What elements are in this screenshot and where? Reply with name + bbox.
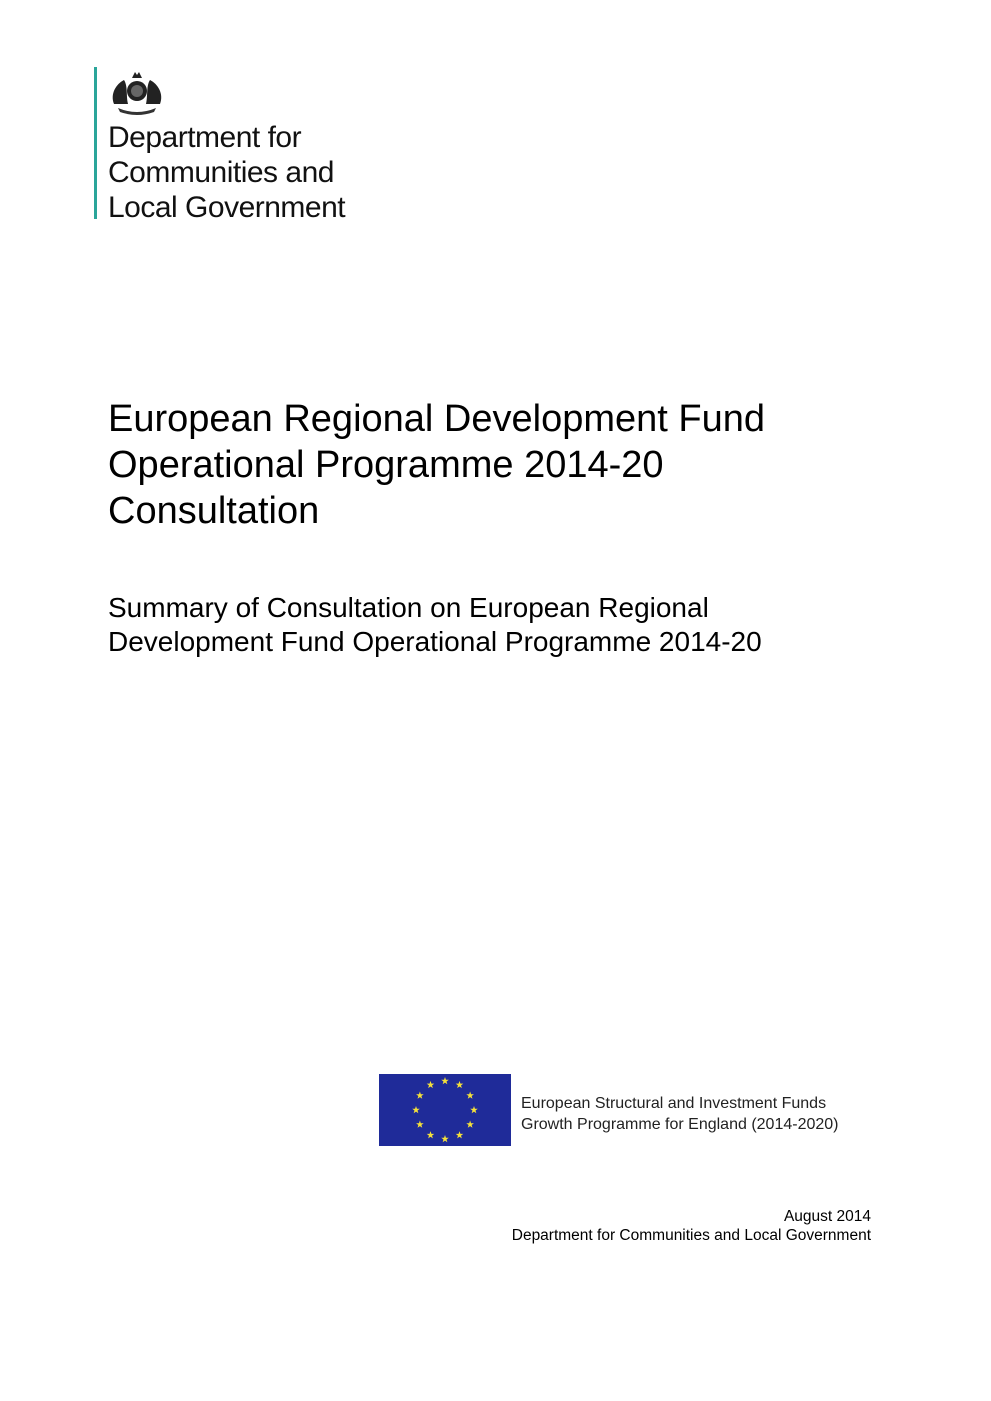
document-subtitle bbox=[108, 591, 762, 659]
logo-line: Local Government bbox=[108, 191, 346, 224]
footer bbox=[512, 1207, 871, 1245]
star-icon bbox=[456, 1131, 464, 1138]
star-icon bbox=[470, 1106, 478, 1113]
star-icon bbox=[416, 1121, 424, 1128]
department-name bbox=[108, 120, 345, 225]
star-icon bbox=[441, 1135, 449, 1142]
publisher: Department for Communities and Local Government bbox=[511, 1227, 871, 1244]
star-icon bbox=[427, 1131, 435, 1138]
subtitle-line: Development Fund Operational Programme 2014-20 bbox=[108, 626, 762, 657]
title-line: Consultation bbox=[108, 490, 320, 532]
document-title bbox=[108, 396, 765, 534]
star-icon bbox=[466, 1092, 474, 1099]
star-icon bbox=[466, 1121, 474, 1128]
title-line: European Regional Development Fund bbox=[108, 398, 765, 440]
eu-funds-label bbox=[521, 1093, 839, 1135]
star-icon bbox=[441, 1077, 449, 1084]
title-line: Operational Programme 2014-20 bbox=[108, 444, 664, 486]
eu-label-line: Growth Programme for England (2014-2020) bbox=[521, 1116, 839, 1133]
eu-flag-icon bbox=[379, 1074, 511, 1146]
subtitle-line: Summary of Consultation on European Regional bbox=[108, 592, 709, 623]
logo-line: Communities and bbox=[108, 156, 334, 189]
star-icon bbox=[427, 1081, 435, 1088]
star-icon bbox=[456, 1081, 464, 1088]
publication-date: August 2014 bbox=[783, 1208, 871, 1225]
logo-accent-bar bbox=[94, 67, 97, 219]
logo-line: Department for bbox=[108, 121, 302, 154]
star-icon bbox=[416, 1092, 424, 1099]
royal-coat-of-arms-icon bbox=[106, 66, 168, 116]
star-icon bbox=[412, 1106, 420, 1113]
eu-label-line: European Structural and Investment Funds bbox=[521, 1095, 827, 1112]
